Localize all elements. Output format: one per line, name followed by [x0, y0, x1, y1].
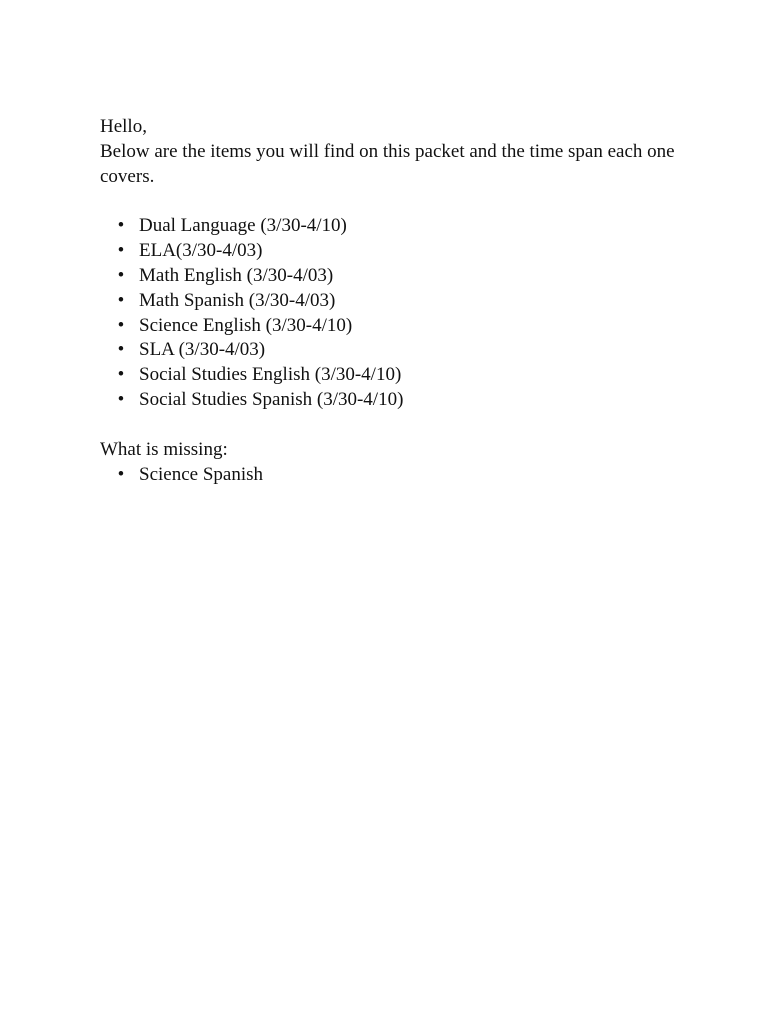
list-item-text: Math Spanish (3/30-4/03) [139, 289, 336, 311]
packet-items-list [100, 214, 730, 412]
intro-paragraph: Below are the items you will find on this packet and the time span each one covers. [100, 140, 675, 187]
list-item-text: SLA (3/30-4/03) [139, 339, 266, 361]
list-item [100, 239, 730, 264]
bullet-icon: • [117, 463, 125, 485]
list-item [100, 363, 730, 388]
missing-items-list [100, 463, 730, 488]
missing-heading: What is missing: [100, 438, 228, 460]
document-body [100, 115, 730, 487]
bullet-icon: • [117, 314, 125, 336]
list-item-text: Social Studies Spanish (3/30-4/10) [139, 388, 404, 410]
list-item-text: Science English (3/30-4/10) [139, 314, 353, 336]
bullet-icon: • [117, 264, 125, 286]
list-item-text: Math English (3/30-4/03) [139, 264, 334, 286]
list-item-text: ELA(3/30-4/03) [139, 240, 263, 262]
bullet-icon: • [117, 240, 125, 262]
bullet-icon: • [117, 215, 125, 237]
list-item-text: Science Spanish [139, 463, 264, 485]
list-item [100, 338, 730, 363]
bullet-icon: • [117, 364, 125, 386]
list-item [100, 289, 730, 314]
bullet-icon: • [117, 339, 125, 361]
list-item [100, 264, 730, 289]
list-item-text: Dual Language (3/30-4/10) [139, 215, 347, 237]
bullet-icon: • [117, 388, 125, 410]
list-item [100, 463, 730, 488]
greeting: Hello, [100, 116, 147, 137]
bullet-icon: • [117, 289, 125, 311]
list-item [100, 214, 730, 239]
list-item [100, 388, 730, 413]
list-item-text: Social Studies English (3/30-4/10) [139, 364, 402, 386]
list-item [100, 314, 730, 339]
